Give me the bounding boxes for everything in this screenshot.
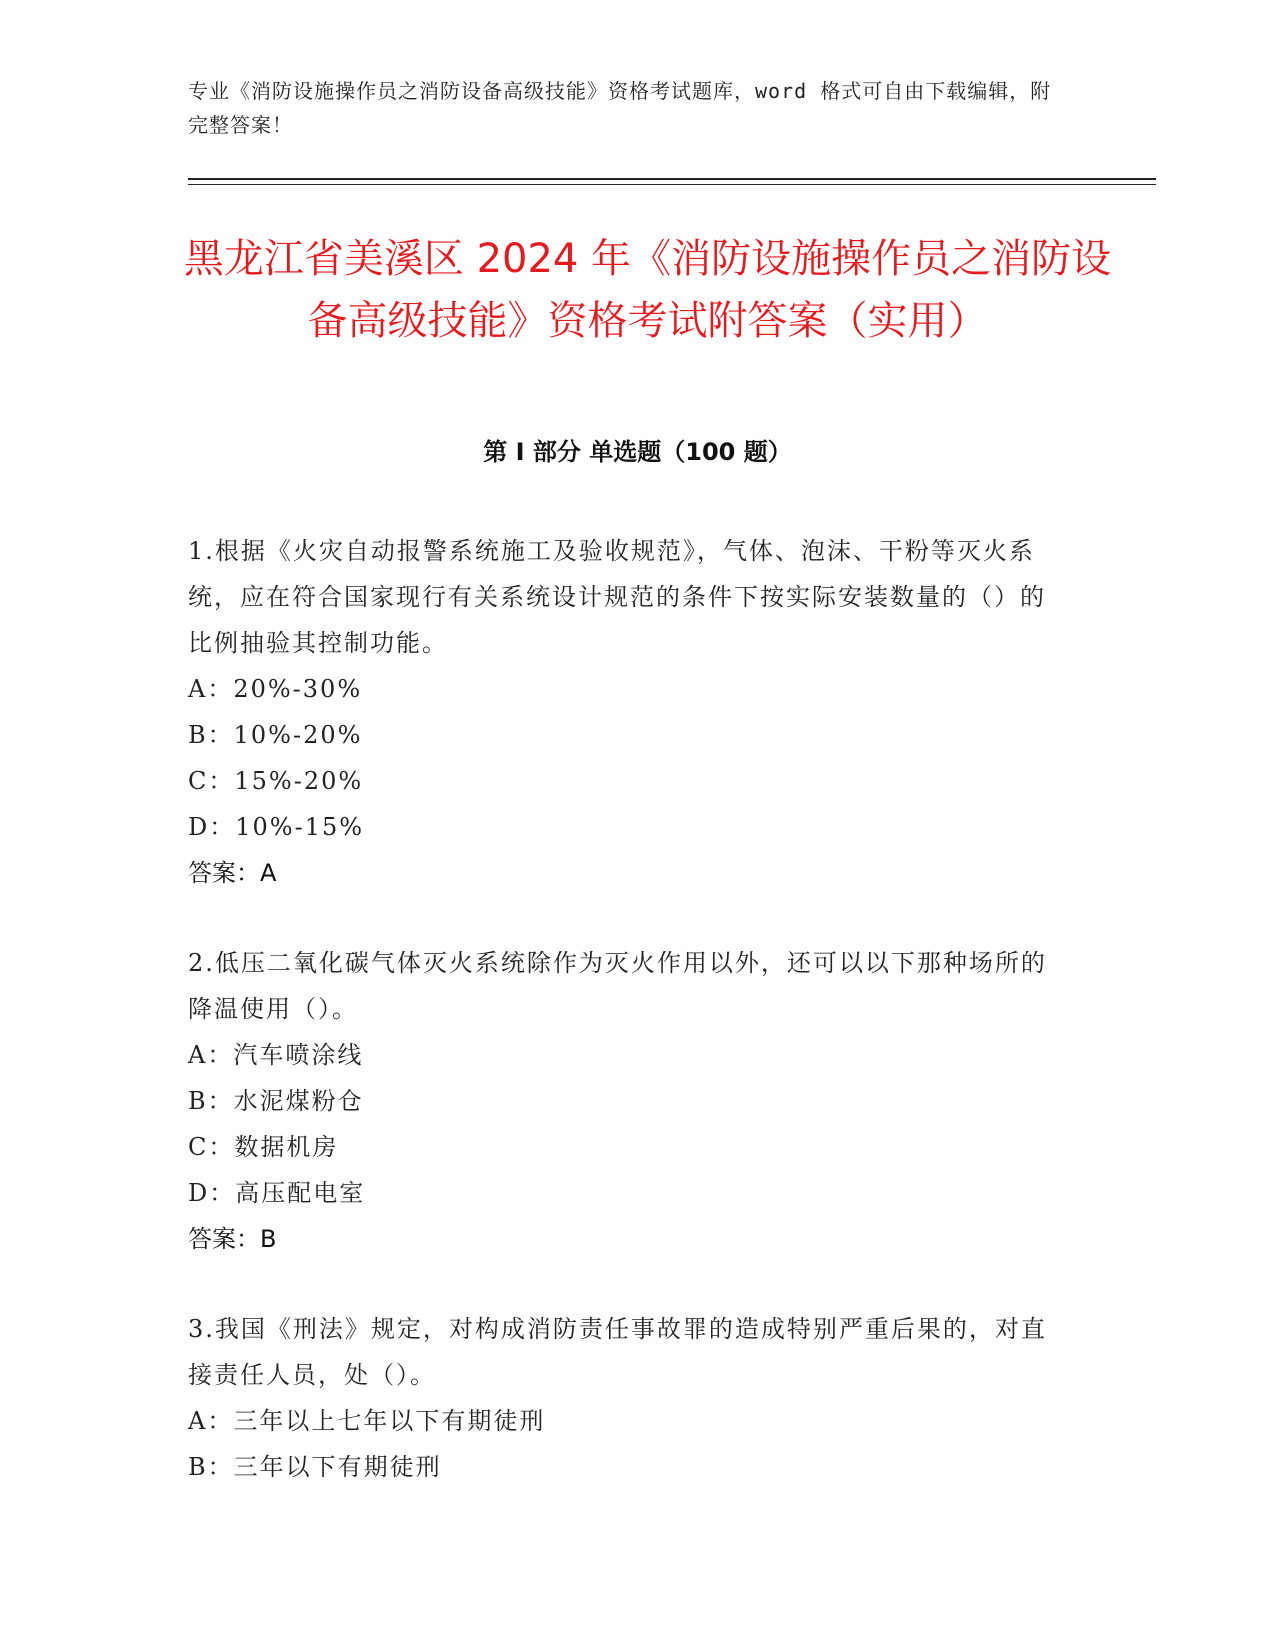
option-a: A：汽车喷涂线 <box>188 1041 364 1069</box>
option-d: D：10%-15% <box>188 813 365 841</box>
answer: 答案：B <box>188 1225 277 1253</box>
option-a: A：三年以上七年以下有期徒刑 <box>188 1407 546 1435</box>
question-2 <box>188 940 1068 1262</box>
section-title: 第 I 部分 单选题（100 题） <box>483 438 792 466</box>
question-3 <box>188 1306 1068 1490</box>
option-c: C：15%-20% <box>188 767 364 795</box>
answer: 答案：A <box>188 859 277 887</box>
option-b: B：三年以下有期徒刑 <box>188 1453 442 1481</box>
option-c: C：数据机房 <box>188 1133 339 1161</box>
question-1 <box>188 528 1068 896</box>
header-rule-thin <box>188 184 1156 185</box>
document-title: 黑龙江省美溪区 2024 年《消防设施操作员之消防设备高级技能》资格考试附答案（实用） <box>183 236 1112 344</box>
question-stem: 2.低压二氧化碳气体灭火系统除作为灭火作用以外，还可以以下那种场所的降温使用（）。 <box>188 949 1047 1023</box>
question-stem: 1.根据《火灾自动报警系统施工及验收规范》，气体、泡沫、干粉等灭火系统，应在符合国家现行有关系统设计规范的条件下按实际安装数量的（）的比例抽验其控制功能。 <box>188 537 1046 657</box>
question-stem: 3.我国《刑法》规定，对构成消防责任事故罪的造成特别严重后果的，对直接责任人员，处（）。 <box>188 1315 1047 1389</box>
option-b: B：10%-20% <box>188 721 363 749</box>
option-a: A：20%-30% <box>188 675 363 703</box>
header-rule-thick <box>188 178 1156 180</box>
header-note: 专业《消防设施操作员之消防设备高级技能》资格考试题库，word 格式可自由下载编辑，附完整答案！ <box>188 79 1052 137</box>
option-b: B：水泥煤粉仓 <box>188 1087 364 1115</box>
option-d: D：高压配电室 <box>188 1179 366 1207</box>
question-list <box>188 528 1068 1534</box>
